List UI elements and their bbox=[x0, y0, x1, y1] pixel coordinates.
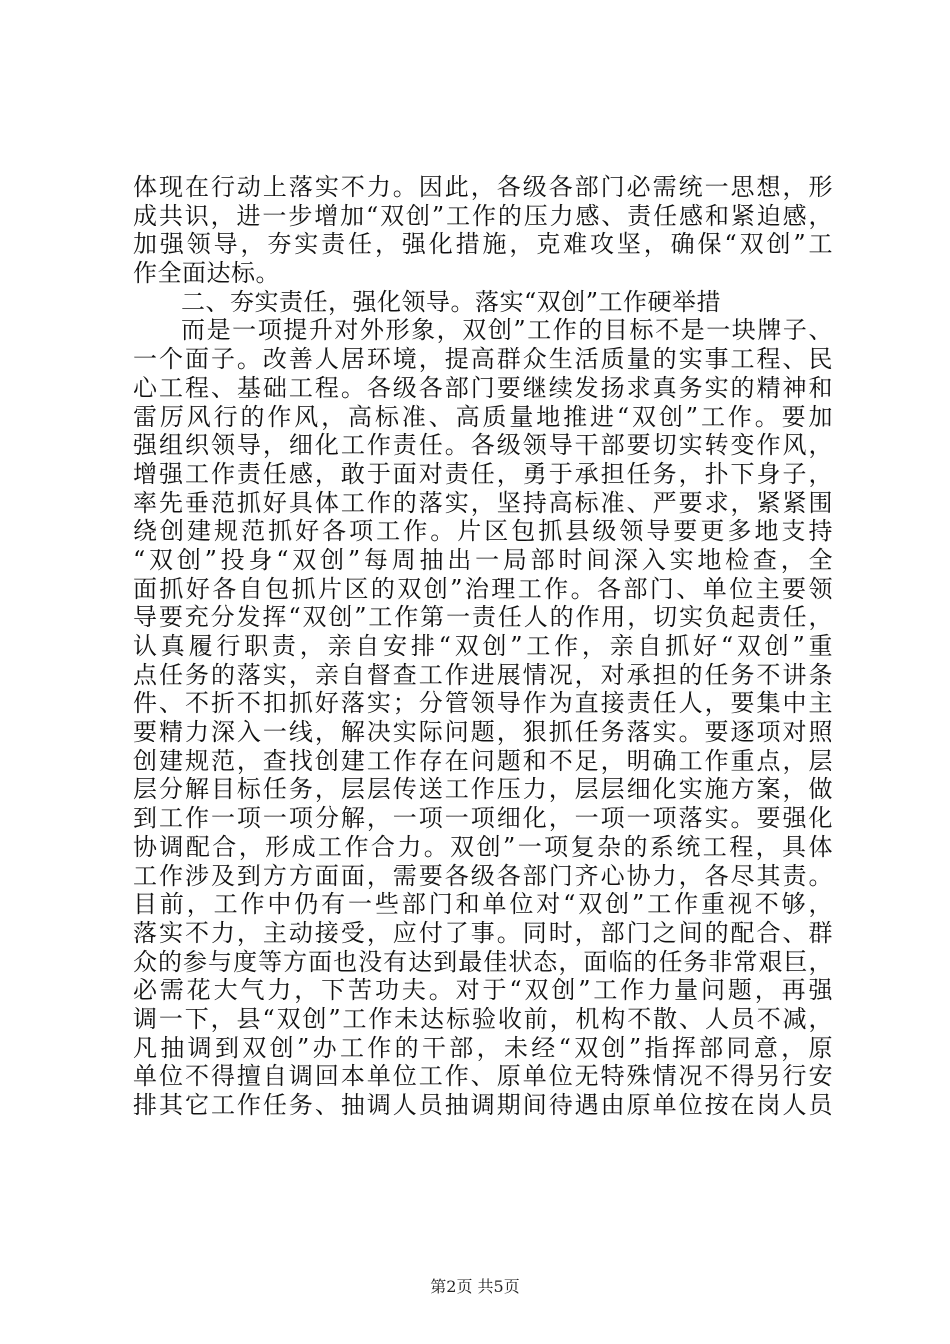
text-line: 面抓好各自包抓片区的双创”治理工作。各部门、单位主要领 bbox=[133, 574, 833, 603]
text-line: 众的参与度等方面也没有达到最佳状态，面临的任务非常艰巨， bbox=[133, 947, 833, 976]
text-line: 增强工作责任感，敢于面对责任，勇于承担任务，扑下身子， bbox=[133, 459, 833, 488]
text-line: 落实不力，主动接受，应付了事。同时，部门之间的配合、群 bbox=[133, 918, 833, 947]
text-line: 体现在行动上落实不力。因此，各级各部门必需统一思想，形 bbox=[133, 173, 833, 201]
text-line: 层分解目标任务，层层传送工作压力，层层细化实施方案，做 bbox=[133, 775, 833, 804]
text-line: 率先垂范抓好具体工作的落实，坚持高标准、严要求，紧紧围 bbox=[133, 488, 833, 517]
paragraph bbox=[133, 288, 833, 317]
text-line: 加强领导，夯实责任，强化措施，克难攻坚，确保“双创”工 bbox=[133, 230, 833, 259]
text-line: 调一下，县“双创”工作未达标验收前，机构不散、人员不减， bbox=[133, 1004, 833, 1033]
paragraph bbox=[133, 316, 833, 1119]
page-footer: 第2页 共5页 bbox=[430, 1277, 520, 1296]
document-body bbox=[133, 173, 833, 1120]
text-line: 必需花大气力，下苦功夫。对于“双创”工作力量问题，再强 bbox=[133, 976, 833, 1005]
text-line: 一个面子。改善人居环境，提高群众生活质量的实事工程、民 bbox=[133, 345, 833, 374]
text-line: 而是一项提升对外形象，双创”工作的目标不是一块牌子、 bbox=[181, 316, 833, 345]
text-line: 排其它工作任务、抽调人员抽调期间待遇由原单位按在岗人员 bbox=[133, 1091, 833, 1119]
text-line: 要精力深入一线，解决实际问题，狠抓任务落实。要逐项对照 bbox=[133, 718, 833, 747]
text-line: 二、夯实责任，强化领导。落实“双创”工作硬举措 bbox=[181, 287, 722, 316]
text-line: 凡抽调到双创”办工作的干部，未经“双创”指挥部同意，原 bbox=[133, 1033, 833, 1062]
text-line: 心工程、基础工程。各级各部门要继续发扬求真务实的精神和 bbox=[133, 373, 833, 402]
text-line: 到工作一项一项分解，一项一项细化，一项一项落实。要强化 bbox=[133, 804, 833, 833]
text-line: 件、不折不扣抓好落实；分管领导作为直接责任人，要集中主 bbox=[133, 689, 833, 718]
text-line: 单位不得擅自调回本单位工作、原单位无特殊情况不得另行安 bbox=[133, 1062, 833, 1091]
text-line: 强组织领导，细化工作责任。各级领导干部要切实转变作风， bbox=[133, 431, 833, 460]
text-line: 作全面达标。 bbox=[133, 259, 280, 288]
text-line: 导要充分发挥“双创”工作第一责任人的作用，切实负起责任， bbox=[133, 603, 833, 632]
text-line: 协调配合，形成工作合力。双创”一项复杂的系统工程，具体 bbox=[133, 832, 833, 861]
text-line: 目前，工作中仍有一些部门和单位对“双创”工作重视不够， bbox=[133, 890, 833, 919]
text-line: 雷厉风行的作风，高标准、高质量地推进“双创”工作。要加 bbox=[133, 402, 833, 431]
text-line: 工作涉及到方方面面，需要各级各部门齐心协力，各尽其责。 bbox=[133, 861, 833, 890]
text-line: 认真履行职责，亲自安排“双创”工作，亲自抓好“双创”重 bbox=[133, 632, 833, 660]
paragraph bbox=[133, 173, 833, 288]
text-line: 绕创建规范抓好各项工作。片区包抓县级领导要更多地支持 bbox=[133, 517, 833, 546]
text-line: 创建规范，查找创建工作存在问题和不足，明确工作重点，层 bbox=[133, 746, 833, 775]
text-line: “双创”投身“双创”每周抽出一局部时间深入实地检查，全 bbox=[133, 545, 833, 574]
text-line: 点任务的落实，亲自督查工作进展情况，对承担的任务不讲条 bbox=[133, 660, 833, 689]
text-line: 成共识，进一步增加“双创”工作的压力感、责任感和紧迫感， bbox=[133, 201, 833, 230]
